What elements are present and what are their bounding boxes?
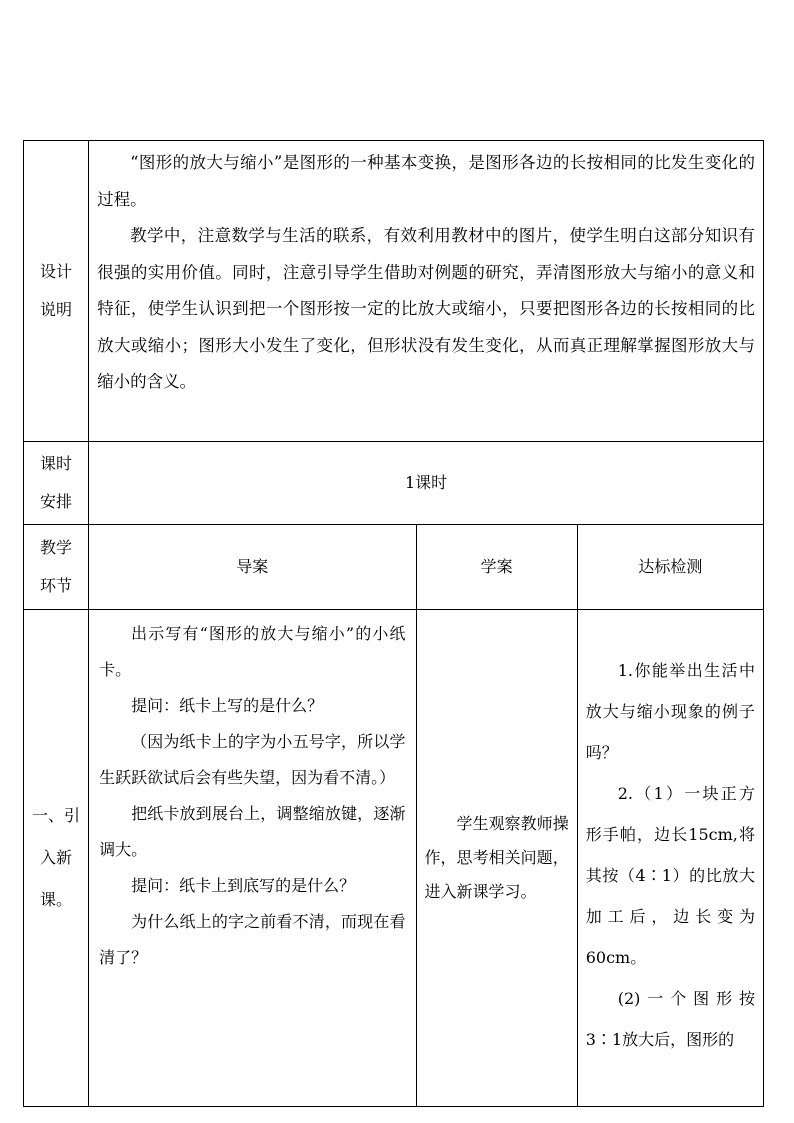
header-row: [24, 525, 764, 610]
design-label-line1: 设计: [40, 262, 73, 281]
design-label-line2: 说明: [40, 300, 73, 319]
intro-row: [24, 610, 764, 1107]
schedule-label-line1: 课时: [40, 454, 73, 473]
intro-label-line3: 课。: [40, 890, 73, 909]
column-header-study: 学案: [416, 525, 577, 610]
design-paragraph-1: “图形的放大与缩小”是图形的一种基本变换，是图形各边的长按相同的比发生变化的过程。: [97, 153, 755, 209]
schedule-value-cell: 1课时: [89, 442, 764, 525]
guide-paragraph: 提问：纸卡上写的是什么？: [131, 696, 324, 715]
guide-paragraph: 为什么纸上的字之前看不清，而现在看清了？: [99, 912, 406, 967]
intro-label-line1: 一、引: [32, 806, 81, 825]
schedule-row: [24, 442, 764, 525]
study-paragraph: 学生观察教师操作，思考相关问题，进入新课学习。: [424, 814, 569, 901]
guide-paragraph: 提问：纸卡上到底写的是什么？: [131, 876, 356, 895]
check-paragraph: (2)一个图形按3∶1放大后，图形的: [585, 989, 755, 1049]
column-header-guide: 导案: [89, 525, 416, 610]
guide-paragraph: 出示写有“图形的放大与缩小”的小纸卡。: [99, 624, 406, 679]
header-label-line2: 环节: [40, 576, 73, 595]
intro-study-cell: [416, 610, 577, 1107]
schedule-label-line2: 安排: [40, 492, 73, 511]
design-paragraph-2: 教学中，注意数学与生活的联系，有效利用教材中的图片，使学生明白这部分知识有很强的实用价值。同时，注意引导学生借助对例题的研究，弄清图形放大与缩小的意义和特征，使学生认识到把一个图形按一定的比放大或缩小，只要把图形各边的长按相同的比放大或缩小；图形大小发生了变化，但形状没有发生变化，从而真正理解掌握图形放大与缩小的含义。: [97, 226, 755, 391]
column-header-check: 达标检测: [577, 525, 763, 610]
intro-label-cell: [24, 610, 89, 1107]
intro-check-cell: [577, 610, 763, 1107]
header-label-line1: 教学: [40, 538, 73, 557]
check-paragraph: 2.（1）一块正方形手帕，边长15cm,将其按（4∶1）的比放大加工后，边长变为60cm。: [585, 784, 755, 967]
check-paragraph: 1.你能举出生活中放大与缩小现象的例子吗？: [585, 661, 755, 762]
schedule-label-cell: [24, 442, 89, 525]
header-label-cell: [24, 525, 89, 610]
guide-paragraph: （因为纸卡上的字为小五号字，所以学生跃跃欲试后会有些失望，因为看不清。）: [99, 732, 406, 787]
design-description-cell: [89, 141, 764, 442]
guide-paragraph: 把纸卡放到展台上，调整缩放键，逐渐调大。: [99, 804, 406, 859]
intro-label-line2: 入新: [40, 848, 73, 867]
intro-guide-cell: [89, 610, 416, 1107]
lesson-plan-table: [23, 140, 764, 1107]
design-row: [24, 141, 764, 442]
design-label-cell: [24, 141, 89, 442]
